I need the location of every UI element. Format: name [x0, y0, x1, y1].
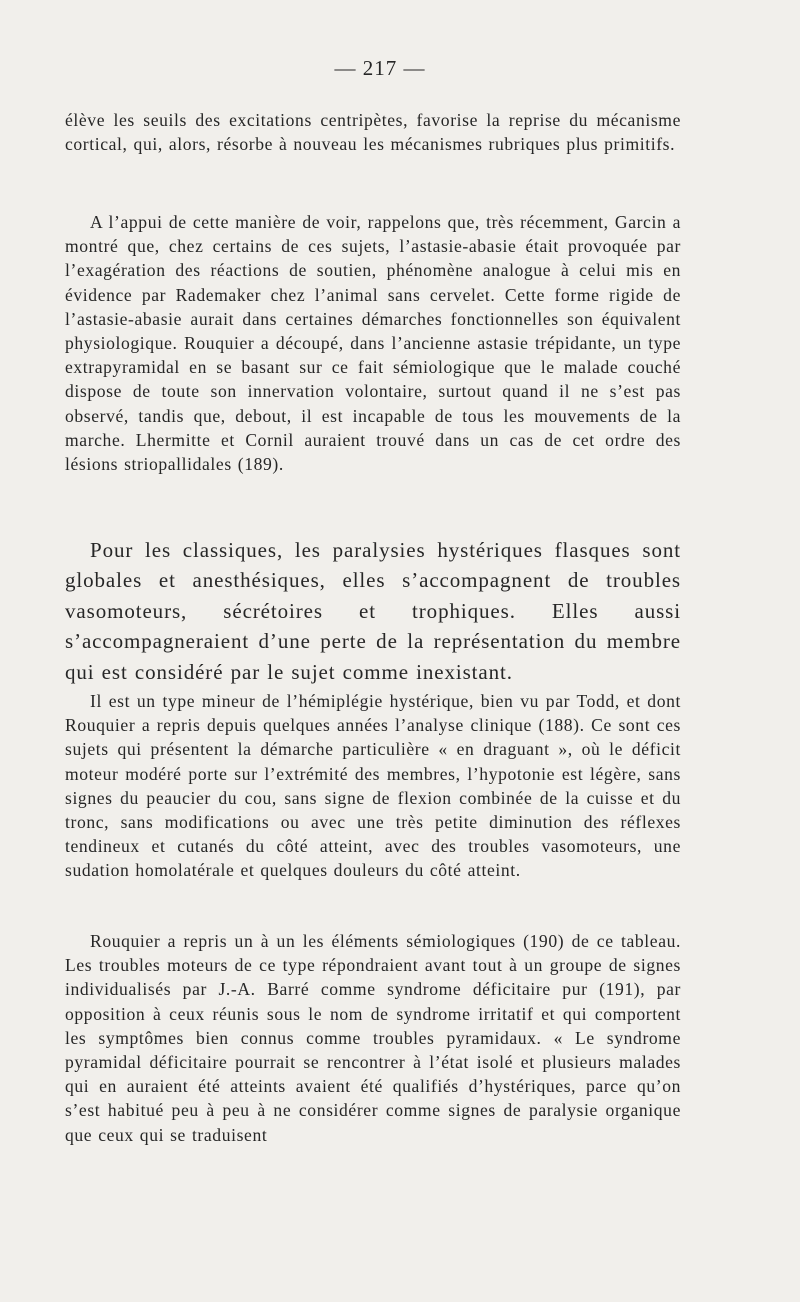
paragraph-astasie-abasie: A l’appui de cette manière de voir, rappelons que, très récemment, Garcin a montré que, chez certains de ces sujets, l’astasie-abasie était provoquée par l’exagération des réactions de soutien, phénomène analogue à celui mis en évidence par Rademaker chez l’animal sans cervelet. Cette forme rigide de l’astasie-abasie aurait dans certaines démarches fonctionnelles son équivalent physiologique. Rouquier a découpé, dans l’ancienne astasie trépidante, un type extrapyramidal en se basant sur ce fait sémiologique que le malade couché dispose de toute son innervation volontaire, surtout quand il ne s’est pas observé, tandis que, debout, il est incapable de tous les mouvements de la marche. Lhermitte et Cornil auraient trouvé dans un cas de cet ordre des lésions striopallidales (189).: [65, 212, 681, 475]
paragraph-rouquier: Rouquier a repris un à un les éléments sémiologiques (190) de ce tableau. Les troubles moteurs de ce type répondraient avant tout à un groupe de signes individualisés par J.-A. Barré comme syndrome déficitaire pur (191), par opposition à ceux réunis sous le nom de syndrome irritatif et qui comportent les symptômes bien connus comme troubles pyramidaux. « Le syndrome pyramidal déficitaire pourrait se rencontrer à l’état isolé et plusieurs malades qui en auraient été atteints avaient été qualifiés d’hystériques, parce qu’on s’est habitué peu à peu à ne considérer comme signes de paralysie organique que ceux qui se traduisent: [65, 931, 681, 1145]
paragraph-continuation: élève les seuils des excitations centripètes, favorise la reprise du mécanisme cortical, qui, alors, résorbe à nouveau les mécanismes rubriques plus primitifs.: [65, 110, 681, 155]
paragraph-paralysies-hysteriques: Pour les classiques, les paralysies hystériques flasques sont globales et anesthésiques, elles s’accompagnent de troubles vasomoteurs, sécrétoires et trophiques. Elles aussi s’accompagneraient d’une perte de la représentation du membre qui est considéré par le sujet comme inexistant.: [65, 538, 681, 684]
page-number: — 217 —: [334, 56, 426, 80]
paragraph-type-mineur: Il est un type mineur de l’hémiplégie hystérique, bien vu par Todd, et dont Rouquier a repris depuis quelques années l’analyse clinique (188). Ce sont ces sujets qui présentent la démarche particulière « en draguant », où le déficit moteur modéré porte sur l’extrémité des membres, l’hypotonie est légère, sans signes du peaucier du cou, sans signe de flexion combinée de la cuisse et du tronc, sans modifications ou avec une très petite diminution des réflexes tendineux et cutanés du côté atteint, avec des troubles vasomoteurs, une sudation homolatérale et quelques douleurs du côté atteint.: [65, 691, 681, 881]
